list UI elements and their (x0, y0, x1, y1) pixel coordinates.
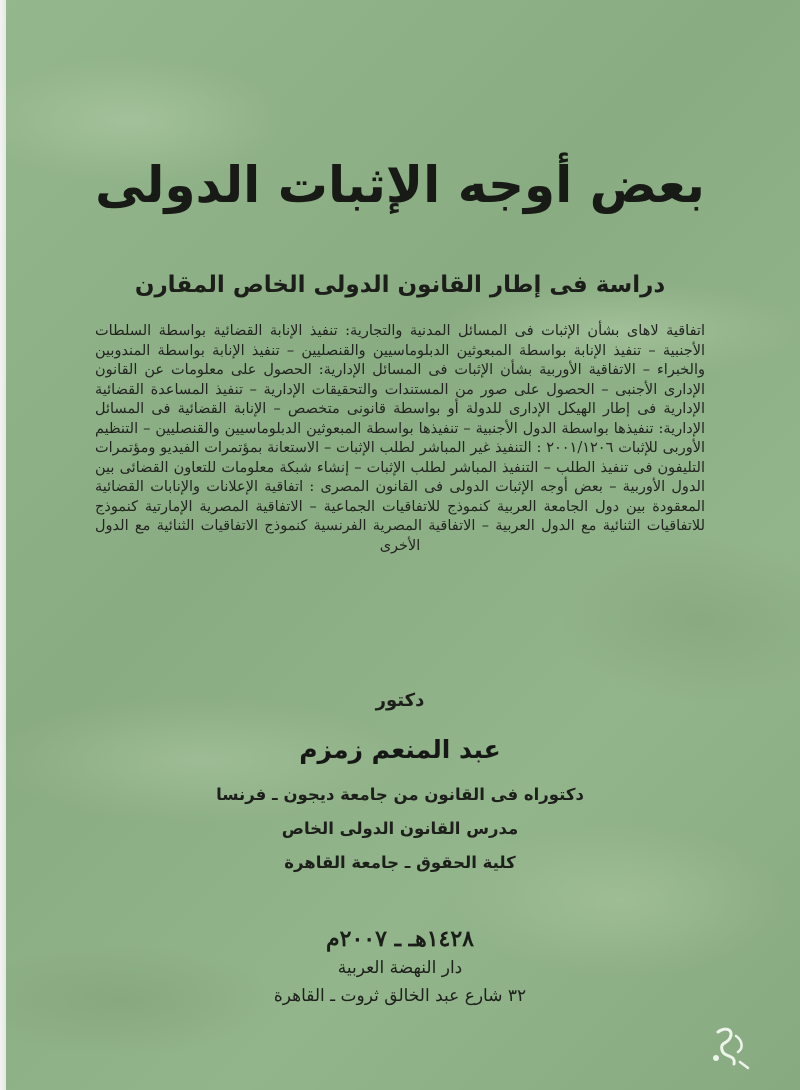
publisher-address: ٣٢ شارع عبد الخالق ثروت ـ القاهرة (273, 986, 527, 1006)
credential-faculty: كلية الحقوق ـ جامعة القاهرة (284, 853, 516, 872)
stamp-mark-icon (700, 1018, 760, 1078)
author-title-label: دكتور (375, 690, 425, 711)
author-credentials (150, 778, 650, 880)
publisher-name: دار النهضة العربية (337, 958, 463, 978)
paper-edge (0, 0, 6, 1090)
publication-date: ١٤٢٨هـ ـ ٢٠٠٧م (326, 926, 474, 952)
credential-position: مدرس القانون الدولى الخاص (281, 819, 519, 838)
credential-doctorate: دكتوراه فى القانون من جامعة ديجون ـ فرنسا (216, 785, 584, 804)
author-name: عبد المنعم زمزم (299, 735, 501, 764)
book-subtitle: دراسة فى إطار القانون الدولى الخاص المقارن (134, 272, 666, 298)
book-title: بعض أوجه الإثبات الدولى (95, 156, 705, 214)
contents-summary: اتفاقية لاهاى بشأن الإثبات فى المسائل المدنية والتجارية: تنفيذ الإنابة القضائية بواسطة السلطات الأجنبية – تنفيذ الإنابة بواسطة المبعوثين الدبلوماسيين والقنصليين – تنفيذ الإنابة بواسطة المندوبين والخبراء – الاتفاقية الأوربية بشأن الإثبات فى المسائل الإدارية: الحصول على معلومات عن القانون الإدارى الأجنبى – الحصول على صور من المستندات والتحقيقات الإدارية – تنفيذ المساعدة القضائية الإدارية فى إطار الهيكل الإدارى للدولة أو بواسطة قانونى متخصص – الإنابة القضائية فى المسائل الإدارية: تنفيذها بواسطة الدول الأجنبية – تنفيذها بواسطة المبعوثين الدبلوماسيين والقنصليين – التنظيم الأوربى للإثبات ٢٠٠١/١٢٠٦ : التنفيذ غير المباشر لطلب الإثبات – الاستعانة بمؤتمرات الفيديو ومؤتمرات التليفون فى تنفيذ الطلب – التنفيذ المباشر لطلب الإثبات – إنشاء شبكة معلومات للتعاون القضائى بين الدول الأوربية – بعض أوجه الإثبات الدولى فى القانون المصرى : اتفاقية الإعلانات والإنابات القضائية المعقودة بين دول الجامعة العربية كنموذج للاتفاقيات الجماعية – الاتفاقية المصرية الإمارتية كنموذج للاتفاقيات الثنائية مع الدول العربية – الاتفاقية المصرية الفرنسية كنموذج الاتفاقيات الثنائية مع الدول الأخرى (95, 323, 705, 554)
